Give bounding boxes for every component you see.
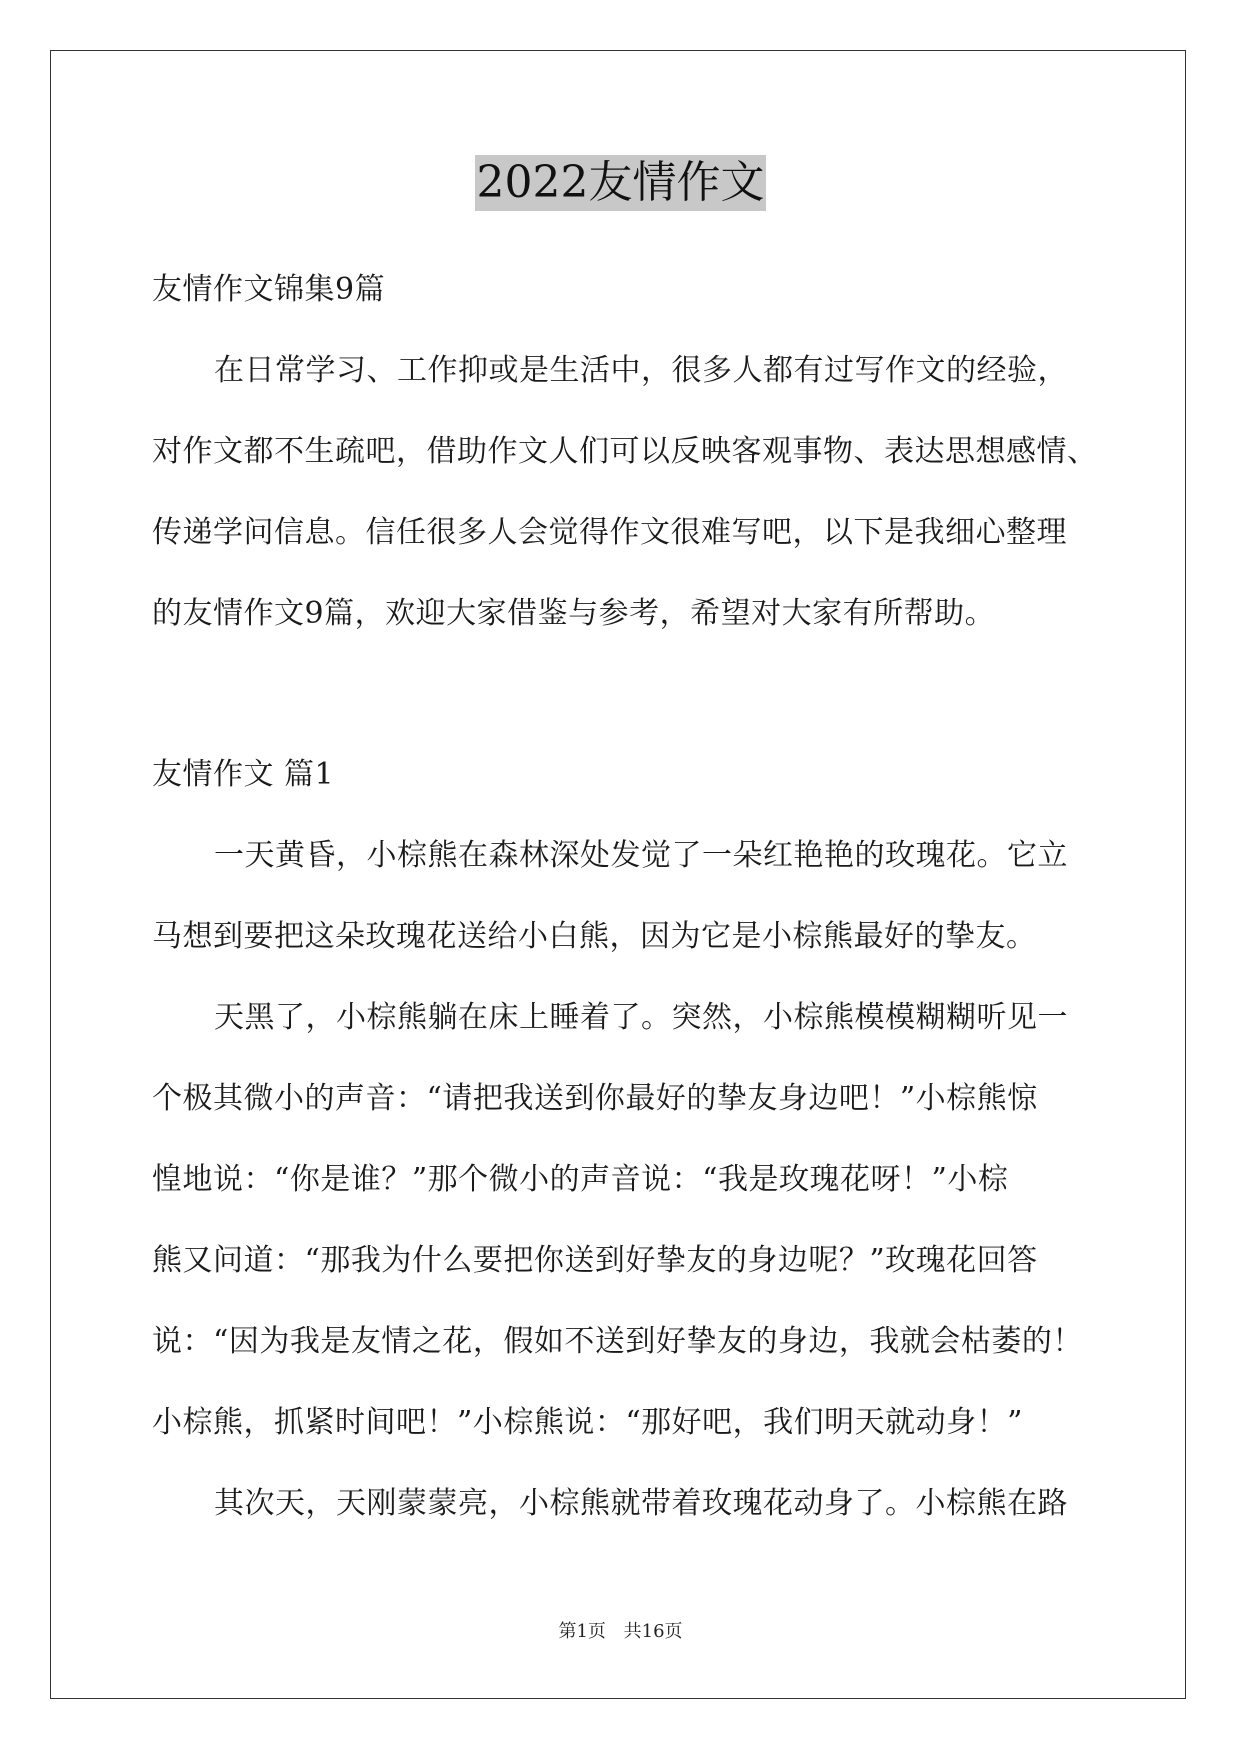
document-title: 2022友情作文 xyxy=(475,155,767,211)
page-footer xyxy=(0,1620,1241,1644)
intro-line: 对作文都不生疏吧，借助作文人们可以反映客观事物、表达思想感情、 xyxy=(152,434,1098,469)
body-line: 天黑了，小棕熊躺在床上睡着了。突然，小棕熊模模糊糊听见一 xyxy=(214,1000,1068,1035)
body-line: 熊又问道：“那我为什么要把你送到好挚友的身边呢？”玫瑰花回答 xyxy=(152,1243,1038,1278)
intro-line: 在日常学习、工作抑或是生活中，很多人都有过写作文的经验， xyxy=(214,353,1068,388)
body-line: 个极其微小的声音：“请把我送到你最好的挚友身边吧！”小棕熊惊 xyxy=(152,1081,1038,1116)
page-number: 第1页 xyxy=(558,1621,606,1642)
body-line: 其次天，天刚蒙蒙亮，小棕熊就带着玫瑰花动身了。小棕熊在路 xyxy=(214,1486,1068,1521)
intro-line: 的友情作文9篇，欢迎大家借鉴与参考，希望对大家有所帮助。 xyxy=(152,596,996,631)
section-heading: 友情作文 篇1 xyxy=(152,757,335,792)
body-line: 一天黄昏，小棕熊在森林深处发觉了一朵红艳艳的玫瑰花。它立 xyxy=(214,838,1068,873)
intro-line: 传递学问信息。信任很多人会觉得作文很难写吧，以下是我细心整理 xyxy=(152,515,1067,550)
body-line: 惶地说：“你是谁？”那个微小的声音说：“我是玫瑰花呀！”小棕 xyxy=(152,1162,1009,1197)
page-total: 共16页 xyxy=(623,1621,683,1642)
body-line: 马想到要把这朵玫瑰花送给小白熊，因为它是小棕熊最好的挚友。 xyxy=(152,919,1037,954)
title-container xyxy=(0,155,1241,211)
document-subtitle: 友情作文锦集9篇 xyxy=(152,272,386,307)
body-line: 说：“因为我是友情之花，假如不送到好挚友的身边，我就会枯萎的！ xyxy=(152,1324,1083,1359)
body-line: 小棕熊，抓紧时间吧！”小棕熊说：“那好吧，我们明天就动身！” xyxy=(152,1405,1024,1440)
